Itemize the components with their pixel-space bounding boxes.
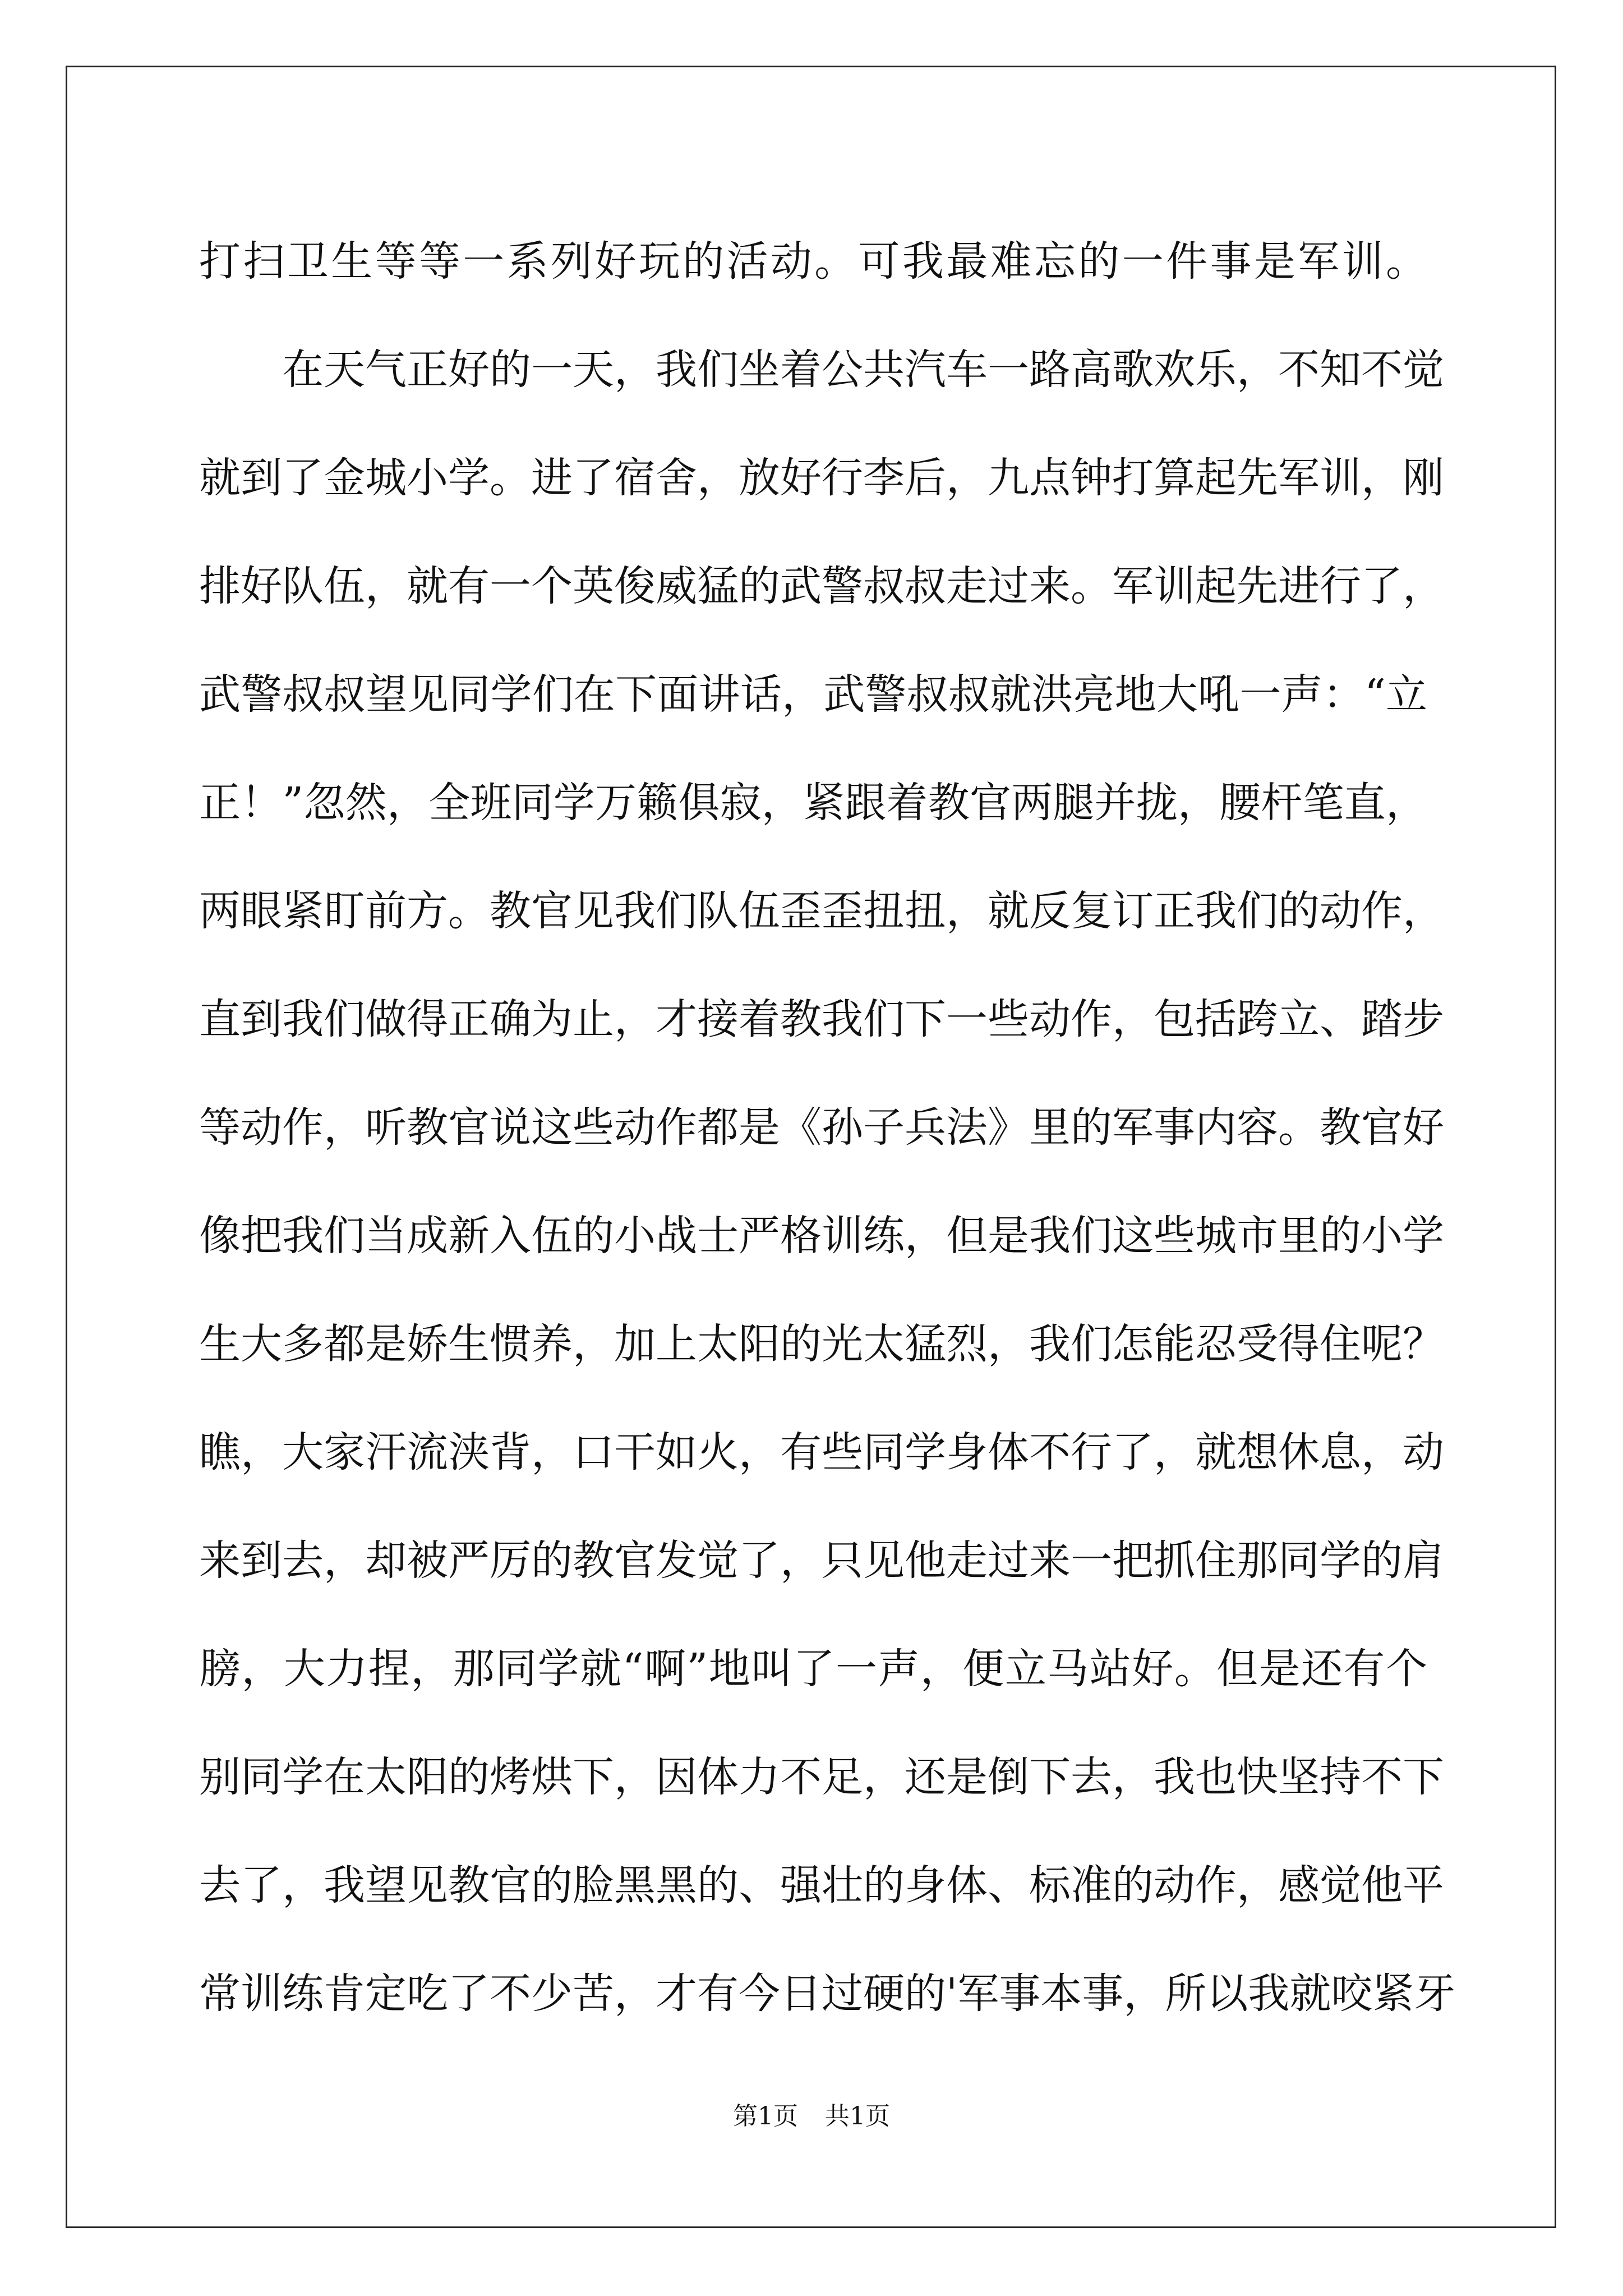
page-footer [0,2101,1623,2132]
text-line: 武警叔叔望见同学们在下面讲话，武警叔叔就洪亮地大吼一声：“立 [199,670,1427,719]
text-line: 像把我们当成新入伍的小战士严格训练，但是我们这些城市里的小学 [199,1212,1444,1260]
text-line: 直到我们做得正确为止，才接着教我们下一些动作，包括跨立、踏步 [199,995,1444,1043]
text-line: 去了，我望见教官的脸黑黑的、强壮的身体、标准的动作，感觉他平 [199,1861,1444,1910]
text-line: 在天气正好的一天，我们坐着公共汽车一路高歌欢乐，不知不觉 [199,346,1444,394]
page-number-total: 共1页 [825,2102,890,2131]
text-line: 正！”忽然，全班同学万籁俱寂，紧跟着教官两腿并拢，腰杆笔直， [199,779,1427,827]
text-line: 来到去，却被严厉的教官发觉了，只见他走过来一把抓住那同学的肩 [199,1536,1444,1585]
text-line: 生大多都是娇生惯养，加上太阳的光太猛烈，我们怎能忍受得住呢？ [199,1320,1444,1368]
text-line: 常训练肯定吃了不少苦，才有今日过硬的'军事本事，所以我就咬紧牙 [199,1970,1456,2018]
text-line: 排好队伍，就有一个英俊威猛的武警叔叔走过来。军训起先进行了， [199,562,1444,610]
text-line: 别同学在太阳的烤烘下，因体力不足，还是倒下去，我也快坚持不下 [199,1753,1444,1801]
text-line: 膀，大力捏，那同学就“啊”地叫了一声，便立马站好。但是还有个 [199,1645,1427,1693]
document-body [199,208,1456,2048]
text-line: 等动作，听教官说这些动作都是《孙子兵法》里的军事内容。教官好 [199,1103,1444,1152]
text-line: 就到了金城小学。进了宿舍，放好行李后，九点钟打算起先军训，刚 [199,454,1444,502]
text-line: 两眼紧盯前方。教官见我们队伍歪歪扭扭，就反复订正我们的动作， [199,887,1444,935]
text-line: 瞧，大家汗流浃背，口干如火，有些同学身体不行了，就想休息，动 [199,1428,1444,1476]
text-line: 打扫卫生等等一系列好玩的活动。可我最难忘的一件事是军训。 [199,237,1427,286]
page-number-current: 第1页 [733,2102,798,2131]
